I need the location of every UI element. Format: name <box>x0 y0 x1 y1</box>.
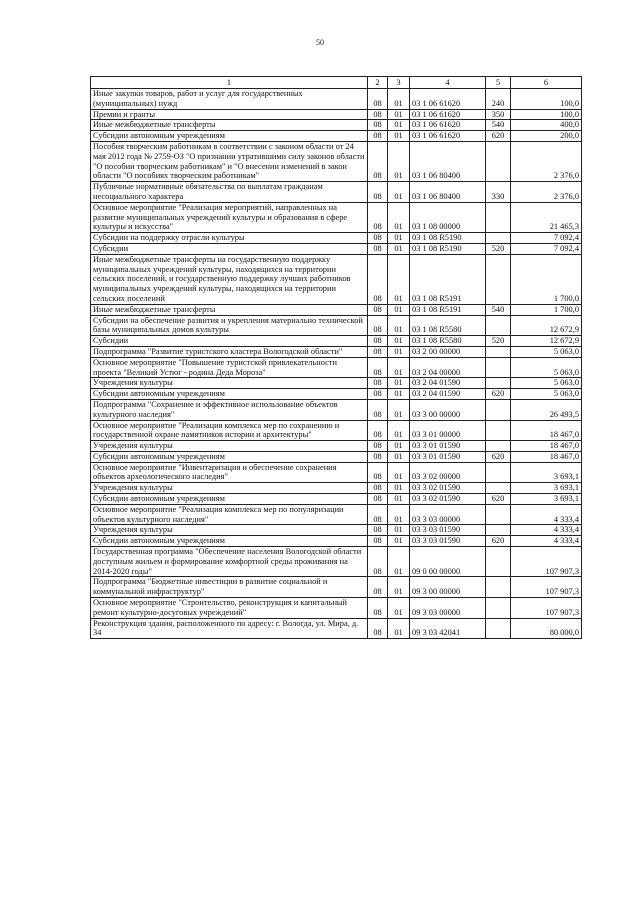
target-article-cell: 09 3 03 00000 <box>410 598 486 619</box>
column-header: 4 <box>410 77 486 89</box>
section-code-cell: 08 <box>368 536 388 547</box>
column-header: 5 <box>486 77 511 89</box>
target-article-cell: 03 1 08 R5191 <box>410 304 486 315</box>
target-article-cell: 03 3 02 00000 <box>410 462 486 483</box>
expense-type-cell <box>486 420 511 441</box>
subsection-code-cell: 01 <box>388 304 410 315</box>
table-row <box>91 131 582 142</box>
expense-type-cell <box>486 441 511 452</box>
row-name-cell: Субсидии автономным учреждениям <box>91 131 368 142</box>
table-row <box>91 182 582 203</box>
target-article-cell: 03 1 08 R5190 <box>410 233 486 244</box>
amount-cell: 100,0 <box>511 89 582 110</box>
expense-type-cell: 620 <box>486 451 511 462</box>
subsection-code-cell: 01 <box>388 483 410 494</box>
amount-cell: 4 333,4 <box>511 536 582 547</box>
amount-cell: 5 063,0 <box>511 346 582 357</box>
row-name-cell: Иные межбюджетные трансферты на государственную поддержку муниципальных учреждений культуры, находящихся на территории сельских поселений, и государственную поддержку лучших работников муниципальных учреждений культуры, находящихся на территории сельских поселений <box>91 254 368 304</box>
target-article-cell: 03 1 08 R5190 <box>410 243 486 254</box>
table-row <box>91 378 582 389</box>
target-article-cell: 03 3 01 00000 <box>410 420 486 441</box>
target-article-cell: 03 3 01 01590 <box>410 451 486 462</box>
row-name-cell: Учреждения культуры <box>91 378 368 389</box>
row-name-cell: Субсидии на обеспечение развития и укрепления материально технической базы муниципальных домов культуры <box>91 315 368 336</box>
subsection-code-cell: 01 <box>388 525 410 536</box>
amount-cell: 80 000,0 <box>511 618 582 639</box>
expense-type-cell <box>486 525 511 536</box>
table-row <box>91 304 582 315</box>
subsection-code-cell: 01 <box>388 89 410 110</box>
table-row <box>91 202 582 232</box>
column-header: 6 <box>511 77 582 89</box>
expense-type-cell <box>486 577 511 598</box>
row-name-cell: Учреждения культуры <box>91 525 368 536</box>
target-article-cell: 03 3 03 01590 <box>410 536 486 547</box>
target-article-cell: 03 3 02 01590 <box>410 483 486 494</box>
table-row <box>91 451 582 462</box>
amount-cell: 5 063,0 <box>511 378 582 389</box>
target-article-cell: 03 1 06 61620 <box>410 131 486 142</box>
row-name-cell: Учреждения культуры <box>91 483 368 494</box>
subsection-code-cell: 01 <box>388 618 410 639</box>
section-code-cell: 08 <box>368 202 388 232</box>
expense-type-cell <box>486 399 511 420</box>
table-row <box>91 89 582 110</box>
expense-type-cell: 620 <box>486 131 511 142</box>
section-code-cell: 08 <box>368 315 388 336</box>
subsection-code-cell: 01 <box>388 420 410 441</box>
amount-cell: 4 333,4 <box>511 504 582 525</box>
table-row <box>91 357 582 378</box>
subsection-code-cell: 01 <box>388 462 410 483</box>
target-article-cell: 03 2 04 01590 <box>410 389 486 400</box>
subsection-code-cell: 01 <box>388 494 410 505</box>
amount-cell: 100,0 <box>511 109 582 120</box>
section-code-cell: 08 <box>368 451 388 462</box>
target-article-cell: 09 0 00 00000 <box>410 547 486 577</box>
subsection-code-cell: 01 <box>388 399 410 420</box>
amount-cell: 3 693,1 <box>511 462 582 483</box>
subsection-code-cell: 01 <box>388 598 410 619</box>
table-row <box>91 577 582 598</box>
expense-type-cell <box>486 202 511 232</box>
expense-type-cell <box>486 598 511 619</box>
amount-cell: 7 092,4 <box>511 243 582 254</box>
amount-cell: 200,0 <box>511 131 582 142</box>
row-name-cell: Государственная программа "Обеспечение населения Вологодской области доступным жильем и формирование комфортной среды проживания на 2014-2020 годы" <box>91 547 368 577</box>
column-header: 3 <box>388 77 410 89</box>
expense-type-cell: 350 <box>486 109 511 120</box>
target-article-cell: 03 1 06 61620 <box>410 120 486 131</box>
target-article-cell: 03 1 08 R5580 <box>410 315 486 336</box>
expense-type-cell <box>486 618 511 639</box>
target-article-cell: 03 3 03 00000 <box>410 504 486 525</box>
amount-cell: 1 700,0 <box>511 254 582 304</box>
section-code-cell: 08 <box>368 547 388 577</box>
target-article-cell: 03 1 06 61620 <box>410 109 486 120</box>
amount-cell: 12 672,9 <box>511 315 582 336</box>
subsection-code-cell: 01 <box>388 547 410 577</box>
row-name-cell: Публичные нормативные обязательства по выплатам гражданам несоциального характера <box>91 182 368 203</box>
table-row <box>91 243 582 254</box>
table-row <box>91 618 582 639</box>
target-article-cell: 03 3 03 01590 <box>410 525 486 536</box>
section-code-cell: 08 <box>368 141 388 181</box>
subsection-code-cell: 01 <box>388 536 410 547</box>
expense-type-cell <box>486 547 511 577</box>
amount-cell: 5 063,0 <box>511 389 582 400</box>
row-name-cell: Подпрограмма "Бюджетные инвестиции в развитие социальной и коммунальной инфраструктур" <box>91 577 368 598</box>
amount-cell: 18 467,0 <box>511 451 582 462</box>
table-header-row <box>91 77 582 89</box>
section-code-cell: 08 <box>368 504 388 525</box>
table-row <box>91 525 582 536</box>
amount-cell: 3 693,1 <box>511 494 582 505</box>
amount-cell: 2 376,0 <box>511 141 582 181</box>
section-code-cell: 08 <box>368 304 388 315</box>
expense-type-cell <box>486 233 511 244</box>
table-row <box>91 141 582 181</box>
subsection-code-cell: 01 <box>388 141 410 181</box>
expense-type-cell: 330 <box>486 182 511 203</box>
row-name-cell: Субсидии <box>91 336 368 347</box>
section-code-cell: 08 <box>368 109 388 120</box>
row-name-cell: Субсидии автономным учреждениям <box>91 451 368 462</box>
table-row <box>91 420 582 441</box>
expense-type-cell <box>486 315 511 336</box>
subsection-code-cell: 01 <box>388 202 410 232</box>
table-row <box>91 536 582 547</box>
subsection-code-cell: 01 <box>388 120 410 131</box>
subsection-code-cell: 01 <box>388 315 410 336</box>
subsection-code-cell: 01 <box>388 182 410 203</box>
amount-cell: 21 465,3 <box>511 202 582 232</box>
budget-table <box>90 76 582 639</box>
section-code-cell: 08 <box>368 577 388 598</box>
subsection-code-cell: 01 <box>388 243 410 254</box>
amount-cell: 1 700,0 <box>511 304 582 315</box>
target-article-cell: 03 3 00 00000 <box>410 399 486 420</box>
section-code-cell: 08 <box>368 336 388 347</box>
amount-cell: 5 063,0 <box>511 357 582 378</box>
page-number: 50 <box>316 38 324 47</box>
row-name-cell: Премии и гранты <box>91 109 368 120</box>
subsection-code-cell: 01 <box>388 451 410 462</box>
section-code-cell: 08 <box>368 357 388 378</box>
target-article-cell: 03 2 00 00000 <box>410 346 486 357</box>
section-code-cell: 08 <box>368 618 388 639</box>
row-name-cell: Иные закупки товаров, работ и услуг для государственных (муниципальных) нужд <box>91 89 368 110</box>
expense-type-cell <box>486 141 511 181</box>
subsection-code-cell: 01 <box>388 441 410 452</box>
section-code-cell: 08 <box>368 389 388 400</box>
target-article-cell: 03 1 06 80400 <box>410 182 486 203</box>
row-name-cell: Основное мероприятие "Реализация мероприятий, направленных на развитие муниципальных учреждений культуры и образования в сфере культуры и искусства" <box>91 202 368 232</box>
expense-type-cell: 520 <box>486 336 511 347</box>
section-code-cell: 08 <box>368 346 388 357</box>
row-name-cell: Основное мероприятие "Инвентаризация и обеспечение сохранения объектов археологического наследия" <box>91 462 368 483</box>
expense-type-cell <box>486 254 511 304</box>
section-code-cell: 08 <box>368 254 388 304</box>
target-article-cell: 03 2 04 00000 <box>410 357 486 378</box>
subsection-code-cell: 01 <box>388 336 410 347</box>
target-article-cell: 09 3 00 00000 <box>410 577 486 598</box>
section-code-cell: 08 <box>368 243 388 254</box>
subsection-code-cell: 01 <box>388 233 410 244</box>
section-code-cell: 08 <box>368 441 388 452</box>
table-row <box>91 315 582 336</box>
table-row <box>91 120 582 131</box>
target-article-cell: 03 1 06 61620 <box>410 89 486 110</box>
target-article-cell: 03 3 01 01590 <box>410 441 486 452</box>
table-row <box>91 462 582 483</box>
table-row <box>91 598 582 619</box>
section-code-cell: 08 <box>368 462 388 483</box>
section-code-cell: 08 <box>368 131 388 142</box>
amount-cell: 400,0 <box>511 120 582 131</box>
table-row <box>91 504 582 525</box>
subsection-code-cell: 01 <box>388 109 410 120</box>
row-name-cell: Иные межбюджетные трансферты <box>91 120 368 131</box>
row-name-cell: Субсидии автономным учреждениям <box>91 536 368 547</box>
row-name-cell: Реконструкция здания, расположенного по адресу: г. Вологда, ул. Мира, д. 34 <box>91 618 368 639</box>
row-name-cell: Субсидии автономным учреждениям <box>91 494 368 505</box>
column-header: 1 <box>91 77 368 89</box>
section-code-cell: 08 <box>368 378 388 389</box>
expense-type-cell: 540 <box>486 304 511 315</box>
table-row <box>91 399 582 420</box>
expense-type-cell <box>486 357 511 378</box>
expense-type-cell: 620 <box>486 536 511 547</box>
table-row <box>91 483 582 494</box>
row-name-cell: Субсидии на поддержку отрасли культуры <box>91 233 368 244</box>
section-code-cell: 08 <box>368 120 388 131</box>
section-code-cell: 08 <box>368 525 388 536</box>
table-row <box>91 336 582 347</box>
amount-cell: 26 493,5 <box>511 399 582 420</box>
row-name-cell: Основное мероприятие "Реализация комплекса мер по сохранению и государственной охране памятников истории и архитектуры" <box>91 420 368 441</box>
subsection-code-cell: 01 <box>388 346 410 357</box>
amount-cell: 18 467,0 <box>511 441 582 452</box>
section-code-cell: 08 <box>368 598 388 619</box>
row-name-cell: Учреждения культуры <box>91 441 368 452</box>
table-body <box>91 89 582 639</box>
row-name-cell: Иные межбюджетные трансферты <box>91 304 368 315</box>
expense-type-cell <box>486 483 511 494</box>
table-row <box>91 254 582 304</box>
target-article-cell: 09 3 03 42041 <box>410 618 486 639</box>
amount-cell: 107 907,3 <box>511 577 582 598</box>
expense-type-cell: 520 <box>486 243 511 254</box>
table-row <box>91 346 582 357</box>
target-article-cell: 03 1 08 R5191 <box>410 254 486 304</box>
section-code-cell: 08 <box>368 89 388 110</box>
target-article-cell: 03 2 04 01590 <box>410 378 486 389</box>
row-name-cell: Субсидии автономным учреждениям <box>91 389 368 400</box>
section-code-cell: 08 <box>368 420 388 441</box>
section-code-cell: 08 <box>368 483 388 494</box>
expense-type-cell <box>486 462 511 483</box>
expense-type-cell: 240 <box>486 89 511 110</box>
column-header: 2 <box>368 77 388 89</box>
section-code-cell: 08 <box>368 399 388 420</box>
amount-cell: 4 333,4 <box>511 525 582 536</box>
row-name-cell: Субсидии <box>91 243 368 254</box>
expense-type-cell <box>486 346 511 357</box>
subsection-code-cell: 01 <box>388 254 410 304</box>
row-name-cell: Подпрограмма "Развитие туристского кластера Вологодской области" <box>91 346 368 357</box>
table-row <box>91 547 582 577</box>
target-article-cell: 03 1 08 00000 <box>410 202 486 232</box>
subsection-code-cell: 01 <box>388 504 410 525</box>
subsection-code-cell: 01 <box>388 131 410 142</box>
target-article-cell: 03 1 06 80400 <box>410 141 486 181</box>
target-article-cell: 03 1 08 R5580 <box>410 336 486 347</box>
amount-cell: 12 672,9 <box>511 336 582 347</box>
amount-cell: 3 693,1 <box>511 483 582 494</box>
expense-type-cell: 620 <box>486 494 511 505</box>
amount-cell: 107 907,3 <box>511 547 582 577</box>
section-code-cell: 08 <box>368 494 388 505</box>
expense-type-cell <box>486 378 511 389</box>
table-row <box>91 494 582 505</box>
table-row <box>91 233 582 244</box>
table-row <box>91 109 582 120</box>
subsection-code-cell: 01 <box>388 378 410 389</box>
section-code-cell: 08 <box>368 182 388 203</box>
section-code-cell: 08 <box>368 233 388 244</box>
row-name-cell: Основное мероприятие "Повышение туристской привлекательности проекта "Великий Устюг - родина Деда Мороза" <box>91 357 368 378</box>
amount-cell: 107 907,3 <box>511 598 582 619</box>
expense-type-cell <box>486 504 511 525</box>
table-row <box>91 441 582 452</box>
expense-type-cell: 540 <box>486 120 511 131</box>
subsection-code-cell: 01 <box>388 389 410 400</box>
row-name-cell: Основное мероприятие "Строительство, реконструкция и капитальный ремонт культурно-досуговых учреждений" <box>91 598 368 619</box>
target-article-cell: 03 3 02 01590 <box>410 494 486 505</box>
amount-cell: 7 092,4 <box>511 233 582 244</box>
amount-cell: 2 376,0 <box>511 182 582 203</box>
subsection-code-cell: 01 <box>388 577 410 598</box>
table-row <box>91 389 582 400</box>
row-name-cell: Подпрограмма "Сохранение и эффективное использование объектов культурного наследия" <box>91 399 368 420</box>
row-name-cell: Пособия творческим работникам в соответствии с законом области от 24 мая 2012 года № 2759-ОЗ "О признании утратившими силу законов области "О пособии творческим работникам" и "О внесении изменений в закон области "О пособиях творческим работникам" <box>91 141 368 181</box>
expense-type-cell: 620 <box>486 389 511 400</box>
subsection-code-cell: 01 <box>388 357 410 378</box>
row-name-cell: Основное мероприятие "Реализация комплекса мер по популяризации объектов культурного наследия" <box>91 504 368 525</box>
amount-cell: 18 467,0 <box>511 420 582 441</box>
